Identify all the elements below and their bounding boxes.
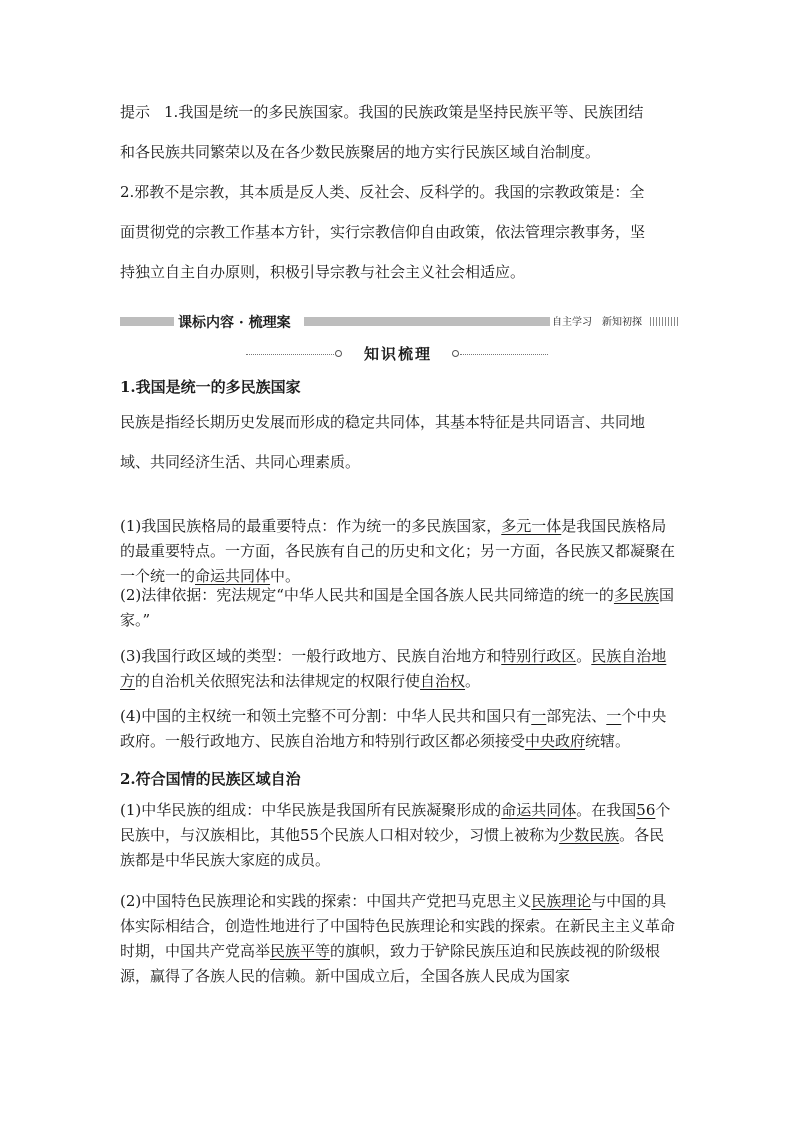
underlined-term: 命运共同体 — [501, 801, 577, 819]
hint-p1-text: 我国是统一的多民族国家。我国的民族政策是坚持民族平等、民族团结 — [178, 103, 644, 121]
underlined-term: 一 — [606, 707, 622, 725]
banner-subtitle: 自主学习 新知初探 — [552, 317, 642, 328]
section-1-item-2 — [120, 583, 676, 633]
item-text: 中。 — [270, 567, 301, 585]
intro-line-2: 域、共同经济生活、共同心理素质。 — [120, 453, 361, 471]
hint-paragraph-1-line-2: 和各民族共同繁荣以及在各少数民族聚居的地方实行民族区域自治制度。 — [120, 143, 601, 161]
item-text: (3)我国行政区域的类型：一般行政地方、民族自治地方和 — [120, 647, 502, 665]
item-text: 个民族中，与汉族相比，其他55个民族人口相对较少，习惯上被称为 — [120, 801, 671, 844]
hint-block — [120, 92, 676, 292]
underlined-term: 少数民族 — [559, 826, 620, 844]
heading-circle-right — [452, 350, 459, 357]
heading-rule-right — [460, 354, 548, 355]
hint-paragraph-2-line-2: 面贯彻党的宗教工作基本方针，实行宗教信仰自由政策，依法管理宗教事务，坚 — [120, 223, 646, 241]
item-text: 。在我国 — [576, 801, 637, 819]
underlined-term: 特别行政区 — [501, 647, 577, 665]
item-text: 部宪法、 — [546, 707, 607, 725]
banner-title: 课标内容 · 梳理案 — [178, 315, 291, 331]
underlined-term: 多民族 — [613, 586, 659, 604]
intro-line-1: 民族是指经长期历史发展而形成的稳定共同体，其基本特征是共同语言、共同地 — [120, 413, 646, 431]
item-text: 的旗帜，致力于铲除民族压迫和民族歧视的阶级根源，赢得了各族人民的信赖。新中国成立后，全国各族人民成为国家 — [120, 942, 661, 985]
item-text: 是我国民族格局的最重要特点。一方面，各民族有自己的历史和文化；另一方面，各民族又都凝聚在一个统一的 — [120, 517, 676, 585]
underlined-term: 民族理论 — [531, 892, 592, 910]
underlined-term: 民族平等 — [270, 942, 331, 960]
section-2-item-1 — [120, 798, 676, 873]
underlined-term: 命运共同体 — [195, 567, 271, 585]
item-text: 。 — [576, 647, 592, 665]
hint-paragraph-2-line-1: 2.邪教不是宗教，其本质是反人类、反社会、反科学的。我国的宗教政策是：全 — [120, 183, 645, 201]
underlined-term: 中央政府 — [525, 732, 586, 750]
heading-circle-left — [335, 350, 342, 357]
section-1-heading: 1.我国是统一的多民族国家 — [120, 378, 301, 396]
item-text: (1)中华民族的组成：中华民族是我国所有民族凝聚形成的 — [120, 801, 502, 819]
section-1-item-1 — [120, 514, 676, 589]
section-2-heading: 2.符合国情的民族区域自治 — [120, 770, 301, 788]
item-text: 。各民族都是中华民族大家庭的成员。 — [120, 826, 665, 869]
heading-rule-left — [246, 354, 334, 355]
underlined-term: 自治权 — [420, 672, 466, 690]
section-1-item-4 — [120, 704, 676, 754]
item-text: (4)中国的主权统一和领土完整不可分割：中华人民共和国只有 — [120, 707, 532, 725]
hint-label: 提示 — [120, 103, 151, 121]
hint-paragraph-2-line-3: 持独立自主自办原则，积极引导宗教与社会主义社会相适应。 — [120, 263, 526, 281]
section-2-item-2 — [120, 889, 676, 989]
underlined-term: 多元一体 — [501, 517, 562, 535]
item-text: 国家。” — [120, 586, 674, 629]
banner-bar-middle — [304, 317, 550, 326]
item-text: (2)中国特色民族理论和实践的探索：中国共产党把马克思主义 — [120, 892, 532, 910]
item-text: (1)我国民族格局的最重要特点：作为统一的多民族国家， — [120, 517, 502, 535]
section-banner — [120, 313, 680, 329]
item-text: 统辖。 — [585, 732, 631, 750]
item-text: 与中国的具体实际相结合，创造性地进行了中国特色民族理论和实践的探索。在新民主主义革命时期，中国共产党高举 — [120, 892, 676, 960]
item-text: (2)法律依据：宪法规定“中华人民共和国是全国各族人民共同缔造的统一的 — [120, 586, 614, 604]
knowledge-heading-text: 知识梳理 — [363, 345, 432, 363]
item-text: 个中央政府。一般行政地方、民族自治地方和特别行政区都必须接受 — [120, 707, 667, 750]
item-text: 的自治机关依照宪法和法律规定的权限行使 — [135, 672, 421, 690]
banner-bar-left — [120, 317, 174, 326]
hint-p1-number: 1. — [164, 103, 179, 121]
underlined-term: 民族自治地方 — [120, 647, 667, 690]
item-text: 。 — [465, 672, 481, 690]
underlined-term: 一 — [531, 707, 547, 725]
underlined-term: 56 — [636, 801, 656, 819]
knowledge-heading — [246, 343, 548, 363]
banner-bar-right — [650, 317, 680, 326]
section-1-intro — [120, 402, 676, 482]
hint-paragraph-1-line-1 — [120, 92, 676, 132]
section-1-item-3 — [120, 644, 676, 694]
